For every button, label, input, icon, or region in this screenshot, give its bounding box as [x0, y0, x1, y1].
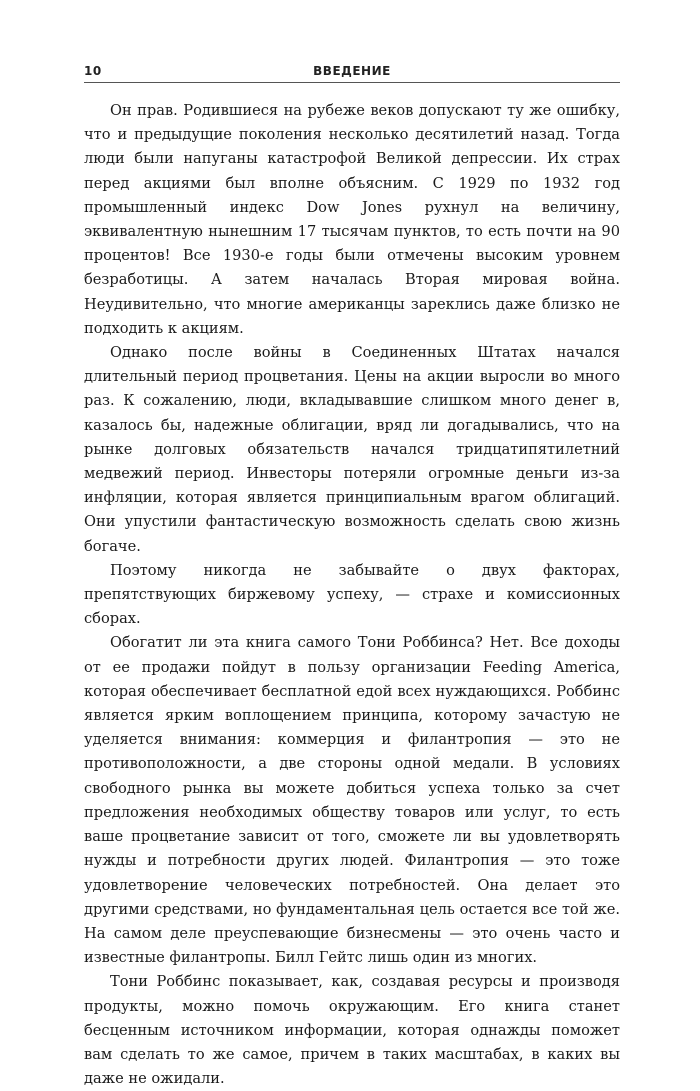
body-text: [84, 99, 620, 1091]
book-page: [84, 60, 620, 1091]
page-number: 10: [84, 64, 102, 78]
running-header: [84, 60, 620, 83]
paragraph: Он прав. Родившиеся на рубеже веков допускают ту же ошибку, что и предыдущие поколения несколько десятилетий назад. Тогда люди были напуганы катастрофой Великой депрессии. Их страх перед акциями был вполне объясним. С 1929 по 1932 год промышленный индекс Dow Jones рухнул на величину, эквивалентную нынешним 17 тысячам пунктов, то есть почти на 90 процентов! Все 1930-е годы были отмечены высоким уровнем безработицы. А затем началась Вторая мировая война. Неудивительно, что многие американцы зареклись даже близко не подходить к акциям.: [84, 102, 620, 337]
paragraph: Обогатит ли эта книга самого Тони Роббинса? Нет. Все доходы от ее продажи пойдут в пользу организации Feeding America, которая обеспечивает бесплатной едой всех нуждающихся. Роббинс является ярким воплощением принципа, которому зачастую не уделяется внимания: коммерция и филантропия — это не противоположности, а две стороны одной медали. В условиях свободного рынка вы можете добиться успеха только за счет предложения необходимых обществу товаров или услуг, то есть ваше процветание зависит от того, сможете ли вы удовлетворять нужды и потребности других людей. Филантропия — это тоже удовлетворение человеческих потребностей. Она делает это другими средствами, но фундаментальная цель остается все той же. На самом деле преуспевающие бизнесмены — это очень часто и известные филантропы. Билл Гейтс лишь один из многих.: [84, 634, 620, 967]
paragraph: Тони Роббинс показывает, как, создавая ресурсы и производя продукты, можно помочь окружающим. Его книга станет бесценным источником информации, которая однажды поможет вам сделать то же самое, причем в таких масштабах, в каких вы даже не ожидали.: [84, 973, 620, 1088]
paragraph: Однако после войны в Соединенных Штатах начался длительный период процветания. Цены на акции выросли во много раз. К сожалению, люди, вкладывавшие слишком много денег в, казалось бы, надежные облигации, вряд ли догадывались, что на рынке долговых обязательств начался тридцатипятилетний медвежий период. Инвесторы потеряли огромные деньги из-за инфляции, которая является принципиальным врагом облигаций. Они упустили фантастическую возможность сделать свою жизнь богаче.: [84, 344, 620, 555]
paragraph: Поэтому никогда не забывайте о двух факторах, препятствующих биржевому успеху, — страхе и комиссионных сборах.: [84, 561, 620, 628]
section-title: ВВЕДЕНИЕ: [313, 64, 391, 78]
